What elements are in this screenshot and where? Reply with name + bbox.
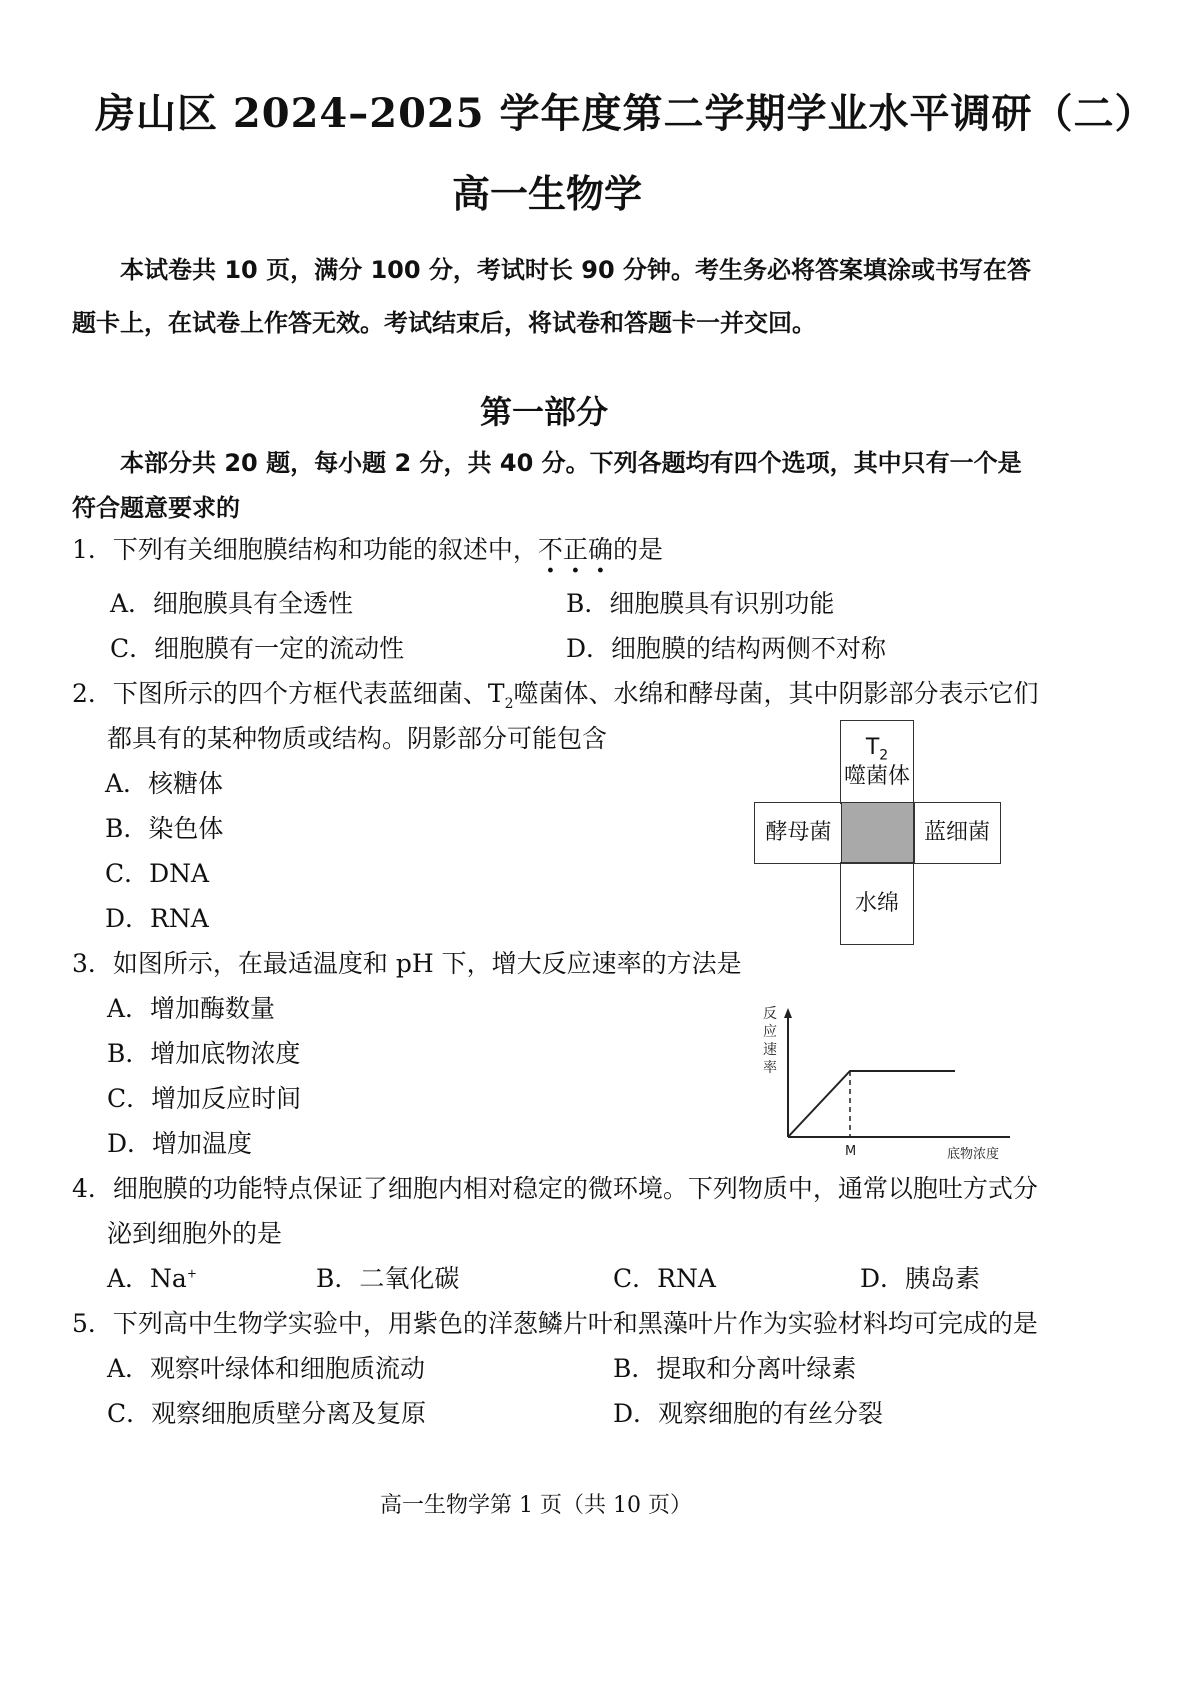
question-5-stem: 5．下列高中生物学实验中，用紫色的洋葱鳞片叶和黑藻叶片作为实验材料均可完成的是 (72, 1309, 1038, 1338)
question-1-option-d[interactable]: D．细胞膜的结构两侧不对称 (566, 634, 887, 663)
question-1-stem: 1．下列有关细胞膜结构和功能的叙述中，不正确的是 (72, 535, 663, 564)
question-3-stem: 3．如图所示，在最适温度和 pH 下，增大反应速率的方法是 (72, 949, 742, 978)
question-2-option-c[interactable]: C．DNA (105, 859, 210, 888)
question-3-option-d[interactable]: D．增加温度 (107, 1129, 253, 1158)
question-2-stem-line-2: 都具有的某种物质或结构。阴影部分可能包含 (107, 724, 608, 753)
part-desc-line-2: 符合题意要求的 (72, 494, 240, 522)
question-1-option-c[interactable]: C．细胞膜有一定的流动性 (110, 634, 405, 663)
question-3-option-a[interactable]: A．增加酶数量 (107, 994, 276, 1023)
question-2-stem-line-1: 2．下图所示的四个方框代表蓝细菌、$T_2$噬菌体、水绵和酵母菌，其中阴影部分表示它们 (72, 679, 1039, 712)
question-4-option-d[interactable]: D．胰岛素 (860, 1264, 981, 1293)
question-4-stem-line-1: 4．细胞膜的功能特点保证了细胞内相对稳定的微环境。下列物质中，通常以胞吐方式分 (72, 1174, 1038, 1203)
shaded-overlap (841, 802, 915, 864)
question-4-option-a[interactable]: A．Na+ (107, 1264, 197, 1293)
question-2-option-a[interactable]: A．核糖体 (105, 769, 224, 798)
emphasis-char: 正 (562, 535, 588, 564)
box-t2-phage: $T_2$ 噬菌体 (840, 720, 914, 804)
y-axis-label-char: 速 (763, 1042, 777, 1058)
y-axis-label-char: 应 (763, 1024, 777, 1040)
emphasis-char: 确 (587, 535, 613, 564)
y-axis-label-char: 反 (763, 1006, 777, 1022)
subject-title: 高一生物学 (452, 171, 643, 216)
part-desc-line-1: 本部分共 20 题，每小题 2 分，共 40 分。下列各题均有四个选项，其中只有一个是 (120, 449, 1022, 477)
m-marker-label: M (845, 1144, 857, 1159)
rate-curve (788, 1071, 955, 1137)
y-axis-arrow (784, 1008, 792, 1018)
y-axis-label-char: 率 (763, 1060, 777, 1076)
instructions-line-2: 题卡上，在试卷上作答无效。考试结束后，将试卷和答题卡一并交回。 (72, 309, 816, 337)
question-2-option-b[interactable]: B．染色体 (105, 814, 224, 843)
box-spirogyra: 水绵 (840, 862, 914, 945)
part-title: 第一部分 (480, 393, 609, 431)
box-cyanobacteria: 蓝细菌 (913, 802, 1001, 864)
emphasis-char: 不 (537, 535, 563, 564)
page-footer: 高一生物学第 1 页（共 10 页） (380, 1493, 692, 1518)
question-3-option-c[interactable]: C．增加反应时间 (107, 1084, 302, 1113)
instructions-line-1: 本试卷共 10 页，满分 100 分，考试时长 90 分钟。考生务必将答案填涂或书写在答 (120, 256, 1032, 284)
question-4-stem-line-2: 泌到细胞外的是 (107, 1219, 283, 1248)
box-yeast: 酵母菌 (754, 802, 843, 864)
question-5-option-a[interactable]: A．观察叶绿体和细胞质流动 (107, 1354, 426, 1383)
question-5-option-d[interactable]: D．观察细胞的有丝分裂 (613, 1399, 884, 1428)
question-4-option-c[interactable]: C．RNA (613, 1264, 716, 1293)
reaction-rate-graph (755, 1000, 1025, 1170)
question-1-option-a[interactable]: A．细胞膜具有全透性 (110, 589, 354, 618)
x-axis-label: 底物浓度 (947, 1147, 1000, 1162)
question-4-option-b[interactable]: B．二氧化碳 (316, 1264, 460, 1293)
question-5-option-c[interactable]: C．观察细胞质壁分离及复原 (107, 1399, 427, 1428)
exam-title: 房山区 2024–2025 学年度第二学期学业水平调研（二） (95, 90, 1156, 137)
question-2-option-d[interactable]: D．RNA (105, 904, 209, 933)
question-1-option-b[interactable]: B．细胞膜具有识别功能 (566, 589, 835, 618)
question-3-option-b[interactable]: B．增加底物浓度 (107, 1039, 301, 1068)
question-5-option-b[interactable]: B．提取和分离叶绿素 (613, 1354, 857, 1383)
